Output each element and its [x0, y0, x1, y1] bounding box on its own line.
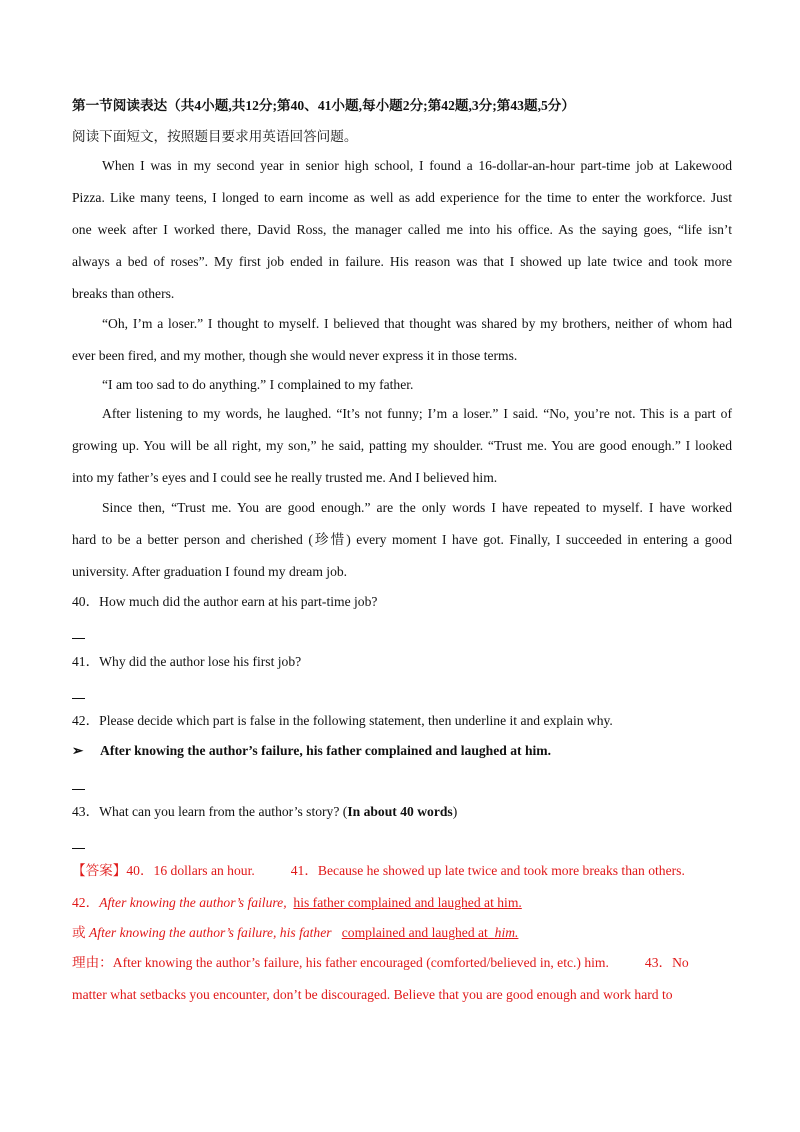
- question-43-row: [72, 803, 732, 821]
- answer-42-row: [72, 894, 732, 912]
- answer-43-start: 43．No: [644, 955, 689, 970]
- passage-p5-line-3: university. After graduation I found my dream job.: [72, 564, 348, 579]
- answer-blank-42: [72, 789, 85, 790]
- passage-p2-line-1: “Oh, I’m a loser.” I thought to myself. I believed that thought was shared by my brothers, neither of whom had: [102, 316, 732, 331]
- answer-42-alt-row: [72, 924, 732, 942]
- passage-p4-line-3: into my father’s eyes and I could see he really trusted me. And I believed him.: [72, 470, 498, 485]
- question-43-close: ): [452, 804, 458, 819]
- answer-42-italic: After knowing the author’s failure,: [99, 895, 287, 910]
- passage-p1-line-4: always a bed of roses”. My first job ended in failure. His reason was that I showed up late twice and took more: [72, 254, 732, 269]
- answer-43-continued: matter what setbacks you encounter, don’t be discouraged. Believe that you are good enough and work hard to: [72, 987, 673, 1002]
- answer-41: 41．Because he showed up late twice and took more breaks than others.: [290, 863, 685, 878]
- passage-p4-line-2: growing up. You will be all right, my son,” he said, patting my shoulder. “Trust me. You are good enough.” I looked: [72, 438, 732, 453]
- answer-42-num: 42．: [72, 895, 100, 910]
- answer-row-1: [72, 862, 732, 880]
- answer-blank-43: [72, 848, 85, 849]
- answer-reason-text: After knowing the author’s failure, his father encouraged (comforted/believed in, etc.) him.: [112, 955, 609, 970]
- answer-blank-41: [72, 698, 85, 699]
- question-43: 43．What can you learn from the author’s story? (: [72, 804, 348, 819]
- arrow-bullet-icon: ➢: [72, 743, 84, 758]
- question-42-statement-row: [72, 742, 732, 760]
- passage-p1-line-5: breaks than others.: [72, 286, 175, 301]
- answer-reason-row: [72, 954, 732, 972]
- passage-p5-line-2: hard to be a better person and cherished (珍惜) every moment I have got. Finally, I succeeded in entering a good: [72, 532, 732, 547]
- passage-p1-line-2: Pizza. Like many teens, I longed to earn income as well as add experience for the time to enter the workforce. Just: [72, 190, 732, 205]
- answer-42-alt-underlined-italic: him.: [494, 925, 519, 940]
- question-41: 41．Why did the author lose his first job?: [72, 654, 302, 669]
- question-43-word-limit: In about 40 words: [347, 804, 453, 819]
- answer-42-alt-prefix: 或: [72, 925, 86, 940]
- passage-p1-line-3: one week after I worked there, David Ross, the manager called me into his office. As the saying goes, “life isn’t: [72, 222, 732, 237]
- answer-42-alt-italic: After knowing the author’s failure, his father: [89, 925, 332, 940]
- passage-p5-line-1: Since then, “Trust me. You are good enough.” are the only words I have repeated to myself. I have worked: [102, 500, 732, 515]
- question-42-statement: After knowing the author’s failure, his father complained and laughed at him.: [100, 743, 552, 758]
- answer-blank-40: [72, 638, 85, 639]
- answer-reason-label: 理由：: [72, 955, 113, 970]
- passage-p4-line-1: After listening to my words, he laughed. “It’s not funny; I’m a loser.” I said. “No, you’re not. This is a part of: [102, 406, 732, 421]
- question-40: 40．How much did the author earn at his part-time job?: [72, 594, 378, 609]
- passage-p3-line-1: “I am too sad to do anything.” I complained to my father.: [102, 377, 414, 392]
- answer-label: 【答案】: [72, 863, 127, 878]
- passage-p1-line-1: When I was in my second year in senior high school, I found a 16-dollar-an-hour part-time job at Lakewood: [102, 158, 732, 173]
- answer-40: 40．16 dollars an hour.: [126, 863, 255, 878]
- section-title: 第一节阅读表达（共4小题,共12分;第40、41小题,每小题2分;第42题,3分;第43题,5分）: [72, 98, 575, 113]
- question-42: 42．Please decide which part is false in the following statement, then underline it and explain why.: [72, 713, 613, 728]
- answer-42-alt-underlined: complained and laughed at: [341, 925, 488, 940]
- section-instruction: 阅读下面短文，按照题目要求用英语回答问题。: [72, 129, 358, 144]
- passage-p2-line-2: ever been fired, and my mother, though she would never express it in those terms.: [72, 348, 518, 363]
- answer-42-underlined: his father complained and laughed at him.: [293, 895, 522, 910]
